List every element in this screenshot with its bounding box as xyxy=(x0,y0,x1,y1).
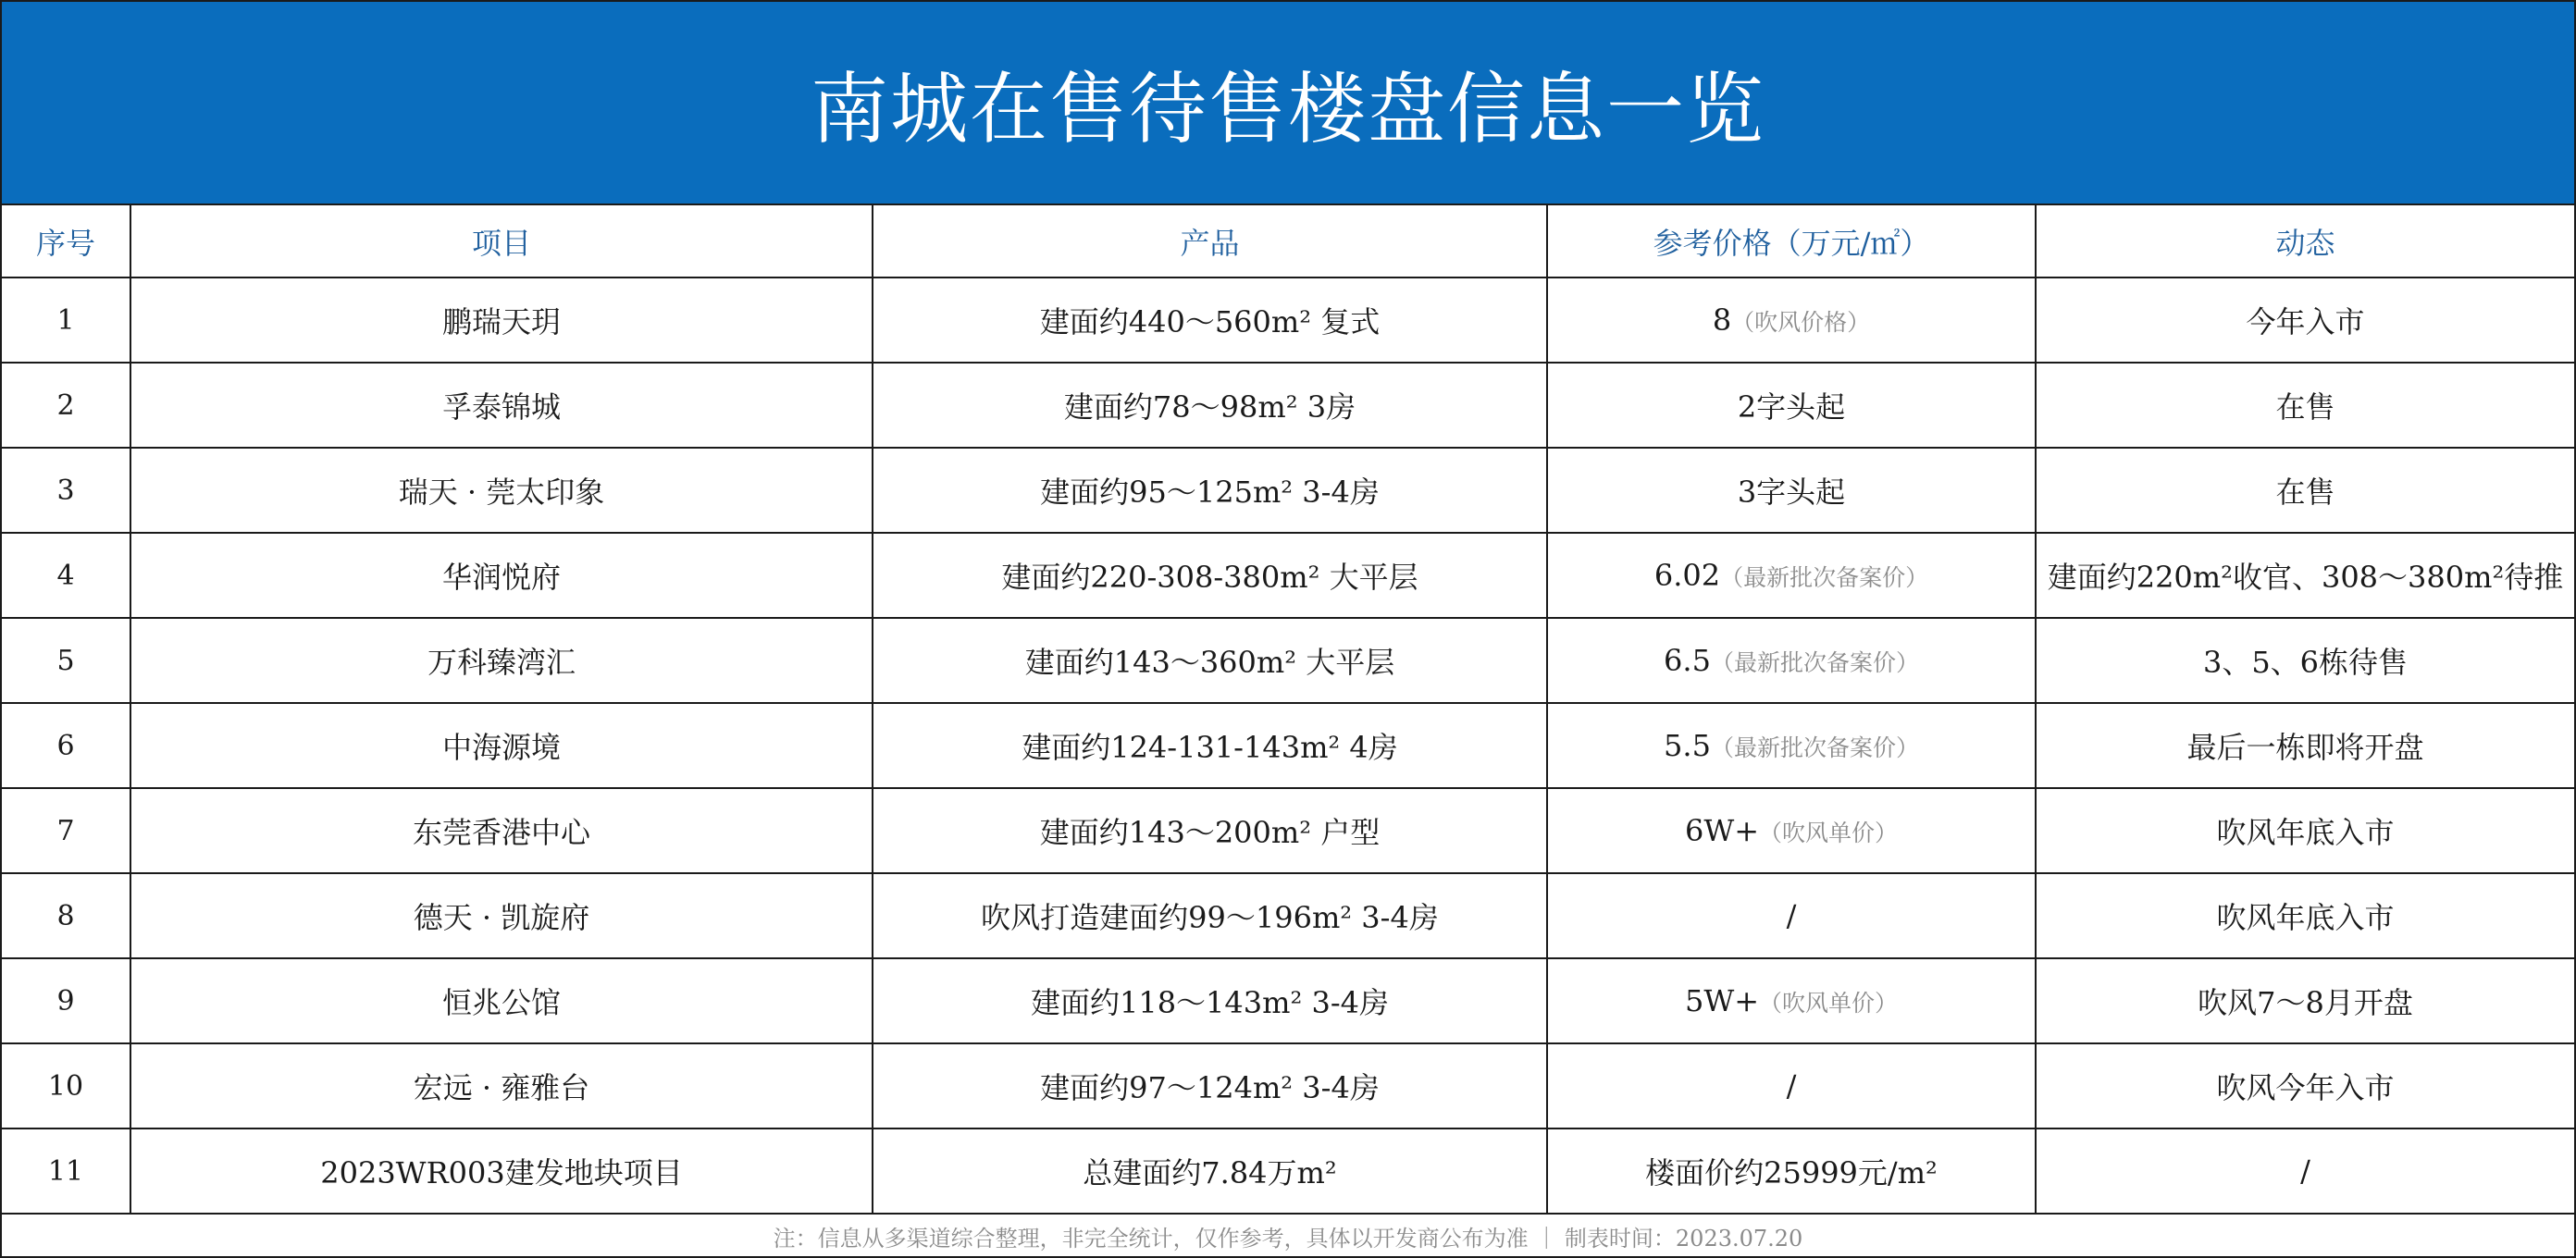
cell-index: 7 xyxy=(2,788,130,873)
cell-project: 孚泰锦城 xyxy=(130,363,873,448)
cell-price xyxy=(1547,618,2036,703)
cell-index: 6 xyxy=(2,703,130,788)
cell-product: 建面约95～125m² 3-4房 xyxy=(873,448,1547,533)
price-value: 6.5 xyxy=(1664,643,1711,678)
cell-index: 11 xyxy=(2,1128,130,1214)
cell-product: 建面约118～143m² 3-4房 xyxy=(873,958,1547,1043)
table-row xyxy=(2,448,2574,533)
cell-project: 中海源境 xyxy=(130,703,873,788)
table-header-row xyxy=(2,205,2574,278)
table-row xyxy=(2,278,2574,363)
cell-price xyxy=(1547,1128,2036,1214)
header-price: 参考价格（万元/㎡） xyxy=(1547,205,2036,278)
cell-product: 建面约78～98m² 3房 xyxy=(873,363,1547,448)
cell-project: 万科臻湾汇 xyxy=(130,618,873,703)
cell-product: 建面约440～560m² 复式 xyxy=(873,278,1547,363)
cell-price xyxy=(1547,278,2036,363)
price-value: 6W+ xyxy=(1684,813,1760,848)
price-value: 2字头起 xyxy=(1737,389,1846,425)
cell-status: 吹风年底入市 xyxy=(2036,788,2574,873)
cell-index: 10 xyxy=(2,1043,130,1128)
cell-status: / xyxy=(2036,1128,2574,1214)
cell-price xyxy=(1547,873,2036,958)
table-row xyxy=(2,703,2574,788)
price-value: 8 xyxy=(1712,302,1732,338)
table-row xyxy=(2,533,2574,618)
cell-product: 建面约143～200m² 户型 xyxy=(873,788,1547,873)
cell-index: 2 xyxy=(2,363,130,448)
price-note: （吹风单价） xyxy=(1759,820,1899,846)
cell-project: 宏远 · 雍雅台 xyxy=(130,1043,873,1128)
header-status: 动态 xyxy=(2036,205,2574,278)
cell-status: 在售 xyxy=(2036,448,2574,533)
cell-index: 1 xyxy=(2,278,130,363)
price-value: 3字头起 xyxy=(1737,475,1846,510)
price-value: 6.02 xyxy=(1653,558,1721,593)
cell-status: 吹风今年入市 xyxy=(2036,1043,2574,1128)
price-value: 5.5 xyxy=(1664,728,1711,763)
table-row xyxy=(2,873,2574,958)
cell-price xyxy=(1547,1043,2036,1128)
property-table xyxy=(2,205,2574,1215)
cell-project: 德天 · 凯旋府 xyxy=(130,873,873,958)
price-note: （最新批次备案价） xyxy=(1710,734,1919,761)
cell-price xyxy=(1547,788,2036,873)
header-index: 序号 xyxy=(2,205,130,278)
cell-status: 3、5、6栋待售 xyxy=(2036,618,2574,703)
cell-project: 东莞香港中心 xyxy=(130,788,873,873)
cell-price xyxy=(1547,363,2036,448)
table-body xyxy=(2,278,2574,1214)
cell-project: 华润悦府 xyxy=(130,533,873,618)
cell-status: 建面约220m²收官、308～380m²待推 xyxy=(2036,533,2574,618)
header-product: 产品 xyxy=(873,205,1547,278)
table-row xyxy=(2,363,2574,448)
cell-index: 9 xyxy=(2,958,130,1043)
price-value: / xyxy=(1786,898,1797,933)
header-project: 项目 xyxy=(130,205,873,278)
cell-product: 建面约220-308-380m² 大平层 xyxy=(873,533,1547,618)
cell-project: 2023WR003建发地块项目 xyxy=(130,1128,873,1214)
cell-price xyxy=(1547,703,2036,788)
cell-project: 恒兆公馆 xyxy=(130,958,873,1043)
cell-price xyxy=(1547,958,2036,1043)
table-row xyxy=(2,618,2574,703)
cell-price xyxy=(1547,533,2036,618)
cell-status: 最后一栋即将开盘 xyxy=(2036,703,2574,788)
cell-project: 瑞天 · 莞太印象 xyxy=(130,448,873,533)
cell-status: 今年入市 xyxy=(2036,278,2574,363)
cell-status: 吹风年底入市 xyxy=(2036,873,2574,958)
cell-product: 总建面约7.84万m² xyxy=(873,1128,1547,1214)
price-value: 楼面价约25999元/m² xyxy=(1645,1155,1938,1190)
cell-product: 建面约143～360m² 大平层 xyxy=(873,618,1547,703)
price-value: / xyxy=(1786,1068,1797,1104)
table-row xyxy=(2,1043,2574,1128)
cell-product: 建面约97～124m² 3-4房 xyxy=(873,1043,1547,1128)
page-title: 南城在售待售楼盘信息一览 xyxy=(810,63,1765,154)
table-row xyxy=(2,1128,2574,1214)
cell-price xyxy=(1547,448,2036,533)
cell-status: 吹风7～8月开盘 xyxy=(2036,958,2574,1043)
cell-index: 5 xyxy=(2,618,130,703)
price-note: （最新批次备案价） xyxy=(1720,564,1929,591)
footnote: 注：信息从多渠道综合整理，非完全统计，仅作参考，具体以开发商公布为准 ｜ 制表时间：2023.07.20 xyxy=(773,1225,1803,1252)
price-value: 5W+ xyxy=(1684,983,1760,1018)
title-banner xyxy=(2,2,2574,205)
price-note: （吹风价格） xyxy=(1731,309,1871,336)
cell-index: 3 xyxy=(2,448,130,533)
cell-index: 4 xyxy=(2,533,130,618)
cell-project: 鹏瑞天玥 xyxy=(130,278,873,363)
cell-product: 建面约124-131-143m² 4房 xyxy=(873,703,1547,788)
cell-product: 吹风打造建面约99～196m² 3-4房 xyxy=(873,873,1547,958)
price-note: （最新批次备案价） xyxy=(1710,649,1919,676)
cell-index: 8 xyxy=(2,873,130,958)
price-note: （吹风单价） xyxy=(1759,990,1899,1017)
table-row xyxy=(2,958,2574,1043)
table-row xyxy=(2,788,2574,873)
cell-status: 在售 xyxy=(2036,363,2574,448)
